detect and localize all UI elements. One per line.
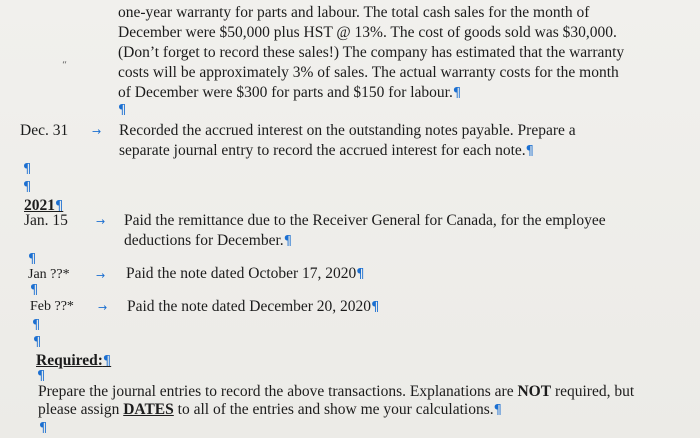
tab-arrow-icon: → <box>96 215 106 228</box>
required-line-2-bold: DATES <box>123 401 174 418</box>
pilcrow-icon: ¶ <box>30 283 39 298</box>
pilcrow-icon: ¶ <box>33 335 42 350</box>
pilcrow-icon: ¶ <box>118 103 127 118</box>
tab-arrow-icon: → <box>98 301 108 314</box>
entry-date-jan: Jan ??* <box>28 267 70 282</box>
pilcrow-icon: ¶ <box>39 421 48 436</box>
entry-feb-line-1-text: Paid the note dated December 20, 2020 <box>127 298 372 315</box>
entry-date-feb: Feb ??* <box>30 299 74 314</box>
entry-date-jan15: Jan. 15 <box>24 212 68 229</box>
tab-arrow-icon: → <box>96 269 106 282</box>
intro-line-5 <box>118 84 461 103</box>
required-line-1-bold: NOT <box>517 383 552 400</box>
pilcrow-icon: ¶ <box>356 267 365 282</box>
entry-jan15-line-2 <box>124 232 292 251</box>
pilcrow-icon: ¶ <box>37 369 46 384</box>
entry-jan15-line-2-text: deductions for December. <box>124 232 284 249</box>
pilcrow-icon: ¶ <box>452 86 462 101</box>
stray-mark-icon: “ <box>62 60 68 71</box>
required-heading <box>36 352 111 371</box>
pilcrow-icon: ¶ <box>371 300 380 315</box>
pilcrow-icon: ¶ <box>493 403 502 418</box>
required-line-2-pre: please assign <box>38 401 124 418</box>
entry-jan-line-1 <box>126 265 365 284</box>
pilcrow-icon: ¶ <box>28 252 37 267</box>
required-line-1 <box>38 383 634 401</box>
year-text: 2021 <box>24 197 55 214</box>
entry-feb-line-1 <box>127 298 379 317</box>
pilcrow-icon: ¶ <box>23 180 32 195</box>
pilcrow-icon: ¶ <box>32 318 41 333</box>
entry-dec31-line-1: Recorded the accrued interest on the outstanding notes payable. Prepare a <box>119 122 576 139</box>
required-line-1-post: required, but <box>551 383 635 400</box>
intro-line-5-text: of December were $300 for parts and $150 for labour. <box>118 84 453 101</box>
entry-dec31-line-2-text: separate journal entry to record the accrued interest for each note. <box>119 142 526 159</box>
intro-line-2: December were $50,000 plus HST @ 13%. The cost of goods sold was $30,000. <box>118 24 617 41</box>
pilcrow-icon: ¶ <box>55 199 64 214</box>
pilcrow-icon: ¶ <box>102 354 112 369</box>
intro-line-3: (Don’t forget to record these sales!) The company has estimated that the warranty <box>118 44 625 61</box>
pilcrow-icon: ¶ <box>23 162 32 177</box>
tab-arrow-icon: → <box>92 125 102 138</box>
intro-line-4: costs will be approximately 3% of sales. The actual warranty costs for the month <box>118 64 619 81</box>
entry-jan15-line-1: Paid the remittance due to the Receiver General for Canada, for the employee <box>124 212 606 229</box>
pilcrow-icon: ¶ <box>283 234 292 249</box>
required-heading-text: Required: <box>36 352 103 369</box>
entry-date-dec31: Dec. 31 <box>20 122 69 139</box>
required-line-2 <box>38 401 502 420</box>
pilcrow-icon: ¶ <box>525 144 534 159</box>
required-line-2-post: to all of the entries and show me your calculations. <box>173 401 494 418</box>
entry-dec31-line-2 <box>119 142 534 161</box>
entry-jan-line-1-text: Paid the note dated October 17, 2020 <box>126 265 357 282</box>
intro-line-1: one-year warranty for parts and labour. The total cash sales for the month of <box>118 4 590 21</box>
required-line-1-pre: Prepare the journal entries to record the above transactions. Explanations are <box>38 383 518 400</box>
